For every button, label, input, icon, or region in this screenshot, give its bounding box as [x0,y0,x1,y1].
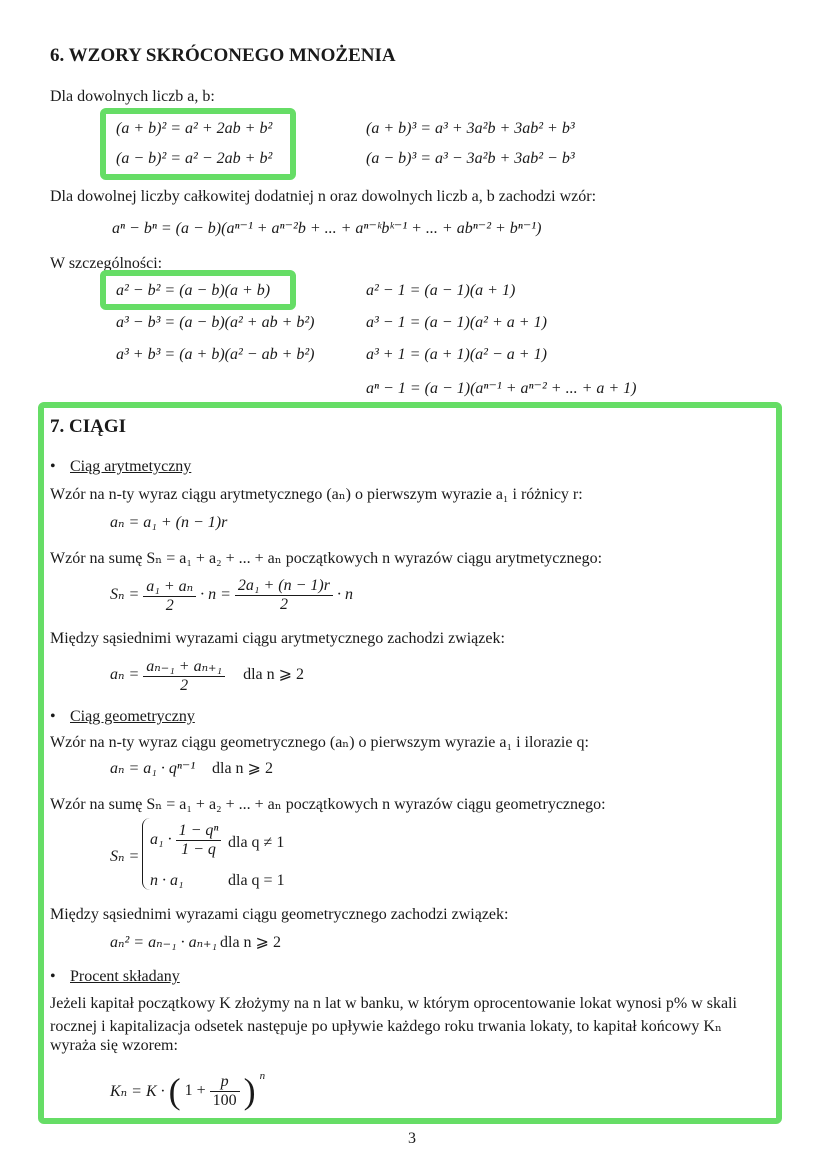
geo-heading: Ciąg geometryczny [70,708,195,725]
arith-rel-cond: dla n ⩾ 2 [243,666,305,684]
geo-nth-cond: dla n ⩾ 2 [212,760,273,777]
compound-paren-close: ) [243,1071,256,1111]
arith-rel-fraction [143,656,225,695]
geo-case1-num: 1 − qⁿ [176,822,222,841]
arith-sum-formula [110,576,353,615]
geo-case1-cond: dla q ≠ 1 [228,834,285,851]
formula-cube-diff: (a − b)³ = a³ − 3a²b + 3ab² − b³ [366,150,575,167]
geo-case1-den: 1 − q [181,841,216,858]
geo-case1-pre: a₁ · [150,831,172,849]
geo-case2-cond: dla q = 1 [228,872,285,889]
arith-sum-num-2: 2a₁ + (n − 1)r [235,577,333,596]
compound-heading: Procent składany [70,968,180,985]
compound-fraction [210,1073,240,1110]
compound-formula [110,1070,265,1112]
arith-rel-den: 2 [180,677,189,694]
formula-diff-of-cubes: a³ − b³ = (a − b)(a² + ab + b²) [116,314,315,331]
special-cases-label: W szczególności: [50,255,163,272]
bullet-geo: • [50,708,56,725]
arith-rel-num: aₙ₋₁ + aₙ₊₁ [143,656,225,677]
arith-sum-den-2: 2 [279,596,288,613]
arith-sum-end: · n [336,586,353,604]
section-7-title: 7. CIĄGI [50,416,127,437]
geo-nth-text: Wzór na n-ty wyraz ciągu geometrycznego (aₙ) o pierwszym wyrazie a₁ i ilorazie q: [50,734,589,751]
geo-rel-text: Między sąsiednimi wyrazami ciągu geometrycznego zachodzi związek: [50,906,509,923]
arith-sum-den-1: 2 [165,597,174,614]
compound-den: 100 [212,1091,237,1109]
formula-square-sum: (a + b)² = a² + 2ab + b² [116,120,273,137]
bullet-arith: • [50,458,56,475]
compound-text-line-2: rocznej i kapitalizacja odsetek następuje po upływie każdego roku trwania lokaty, to kapitał końcowy Kₙ [50,1018,722,1035]
compound-paren-pre: 1 + [184,1082,206,1099]
geo-nth-formula: aₙ = a₁ · qⁿ⁻¹ [110,760,196,777]
geo-case1-fraction [176,822,222,859]
arith-sum-text: Wzór na sumę Sₙ = a₁ + a₂ + ... + aₙ początkowych n wyrazów ciągu arytmetycznego: [50,550,603,567]
compound-paren-open: ( [168,1071,181,1111]
formula-a3-plus-1: a³ + 1 = (a + 1)(a² − a + 1) [366,346,547,363]
compound-text-line-3: wyraża się wzorem: [50,1037,178,1054]
highlight-box-squares [100,108,296,180]
arith-sum-fraction-2 [235,577,333,614]
section-6-intro: Dla dowolnych liczb a, b: [50,88,215,105]
arith-sum-num-1: a₁ + aₙ [143,576,196,597]
bullet-compound: • [50,968,56,985]
section-6-title: 6. WZORY SKRÓCONEGO MNOŻENIA [50,45,396,66]
geo-sum-lhs: Sₙ = [110,848,140,865]
arith-heading: Ciąg arytmetyczny [70,458,192,475]
formula-an-minus-1: aⁿ − 1 = (a − 1)(aⁿ⁻¹ + aⁿ⁻² + ... + a + 1) [366,380,637,397]
geo-rel-formula: aₙ² = aₙ₋₁ · aₙ₊₁ [110,934,218,951]
arith-sum-mid: · n = [200,586,231,604]
arith-nth-text: Wzór na n-ty wyraz ciągu arytmetycznego (aₙ) o pierwszym wyrazie a₁ i różnicy r: [50,486,583,503]
formula-sum-of-cubes: a³ + b³ = (a + b)(a² − ab + b²) [116,346,315,363]
formula-cube-sum: (a + b)³ = a³ + 3a²b + 3ab² + b³ [366,120,575,137]
arith-sum-fraction-1 [143,576,196,615]
arith-nth-formula: aₙ = a₁ + (n − 1)r [110,514,228,531]
section-6-intro2: Dla dowolnej liczby całkowitej dodatniej n oraz dowolnych liczb a, b zachodzi wzór: [50,188,597,205]
geo-sum-text: Wzór na sumę Sₙ = a₁ + a₂ + ... + aₙ początkowych n wyrazów ciągu geometrycznego: [50,796,606,813]
geo-sum-case-2: n · a₁ [150,872,184,889]
geo-sum-case-1 [150,822,221,859]
formula-square-diff: (a − b)² = a² − 2ab + b² [116,150,273,167]
arith-rel-lhs: aₙ = [110,666,140,684]
arith-rel-formula [110,656,304,695]
compound-exp: n [259,1070,266,1082]
formula-diff-of-squares: a² − b² = (a − b)(a + b) [116,282,271,299]
formula-a2-minus-1: a² − 1 = (a − 1)(a + 1) [366,282,516,299]
formula-general-power-diff: aⁿ − bⁿ = (a − b)(aⁿ⁻¹ + aⁿ⁻²b + ... + aⁿ⁻ᵏbᵏ⁻¹ + ... + abⁿ⁻² + bⁿ⁻¹) [112,220,542,237]
geo-rel-cond: dla n ⩾ 2 [220,934,281,951]
page-number: 3 [408,1130,416,1147]
arith-sum-lhs: Sₙ = [110,586,140,604]
formula-a3-minus-1: a³ − 1 = (a − 1)(a² + a + 1) [366,314,547,331]
compound-lhs: Kₙ = K · [110,1083,165,1100]
compound-text-line-1: Jeżeli kapitał początkowy K złożymy na n lat w banku, w którym oprocentowanie lokat wynosi p% w skali [50,995,737,1012]
arith-rel-text: Między sąsiednimi wyrazami ciągu arytmetycznego zachodzi związek: [50,630,505,647]
compound-num: p [210,1073,240,1092]
